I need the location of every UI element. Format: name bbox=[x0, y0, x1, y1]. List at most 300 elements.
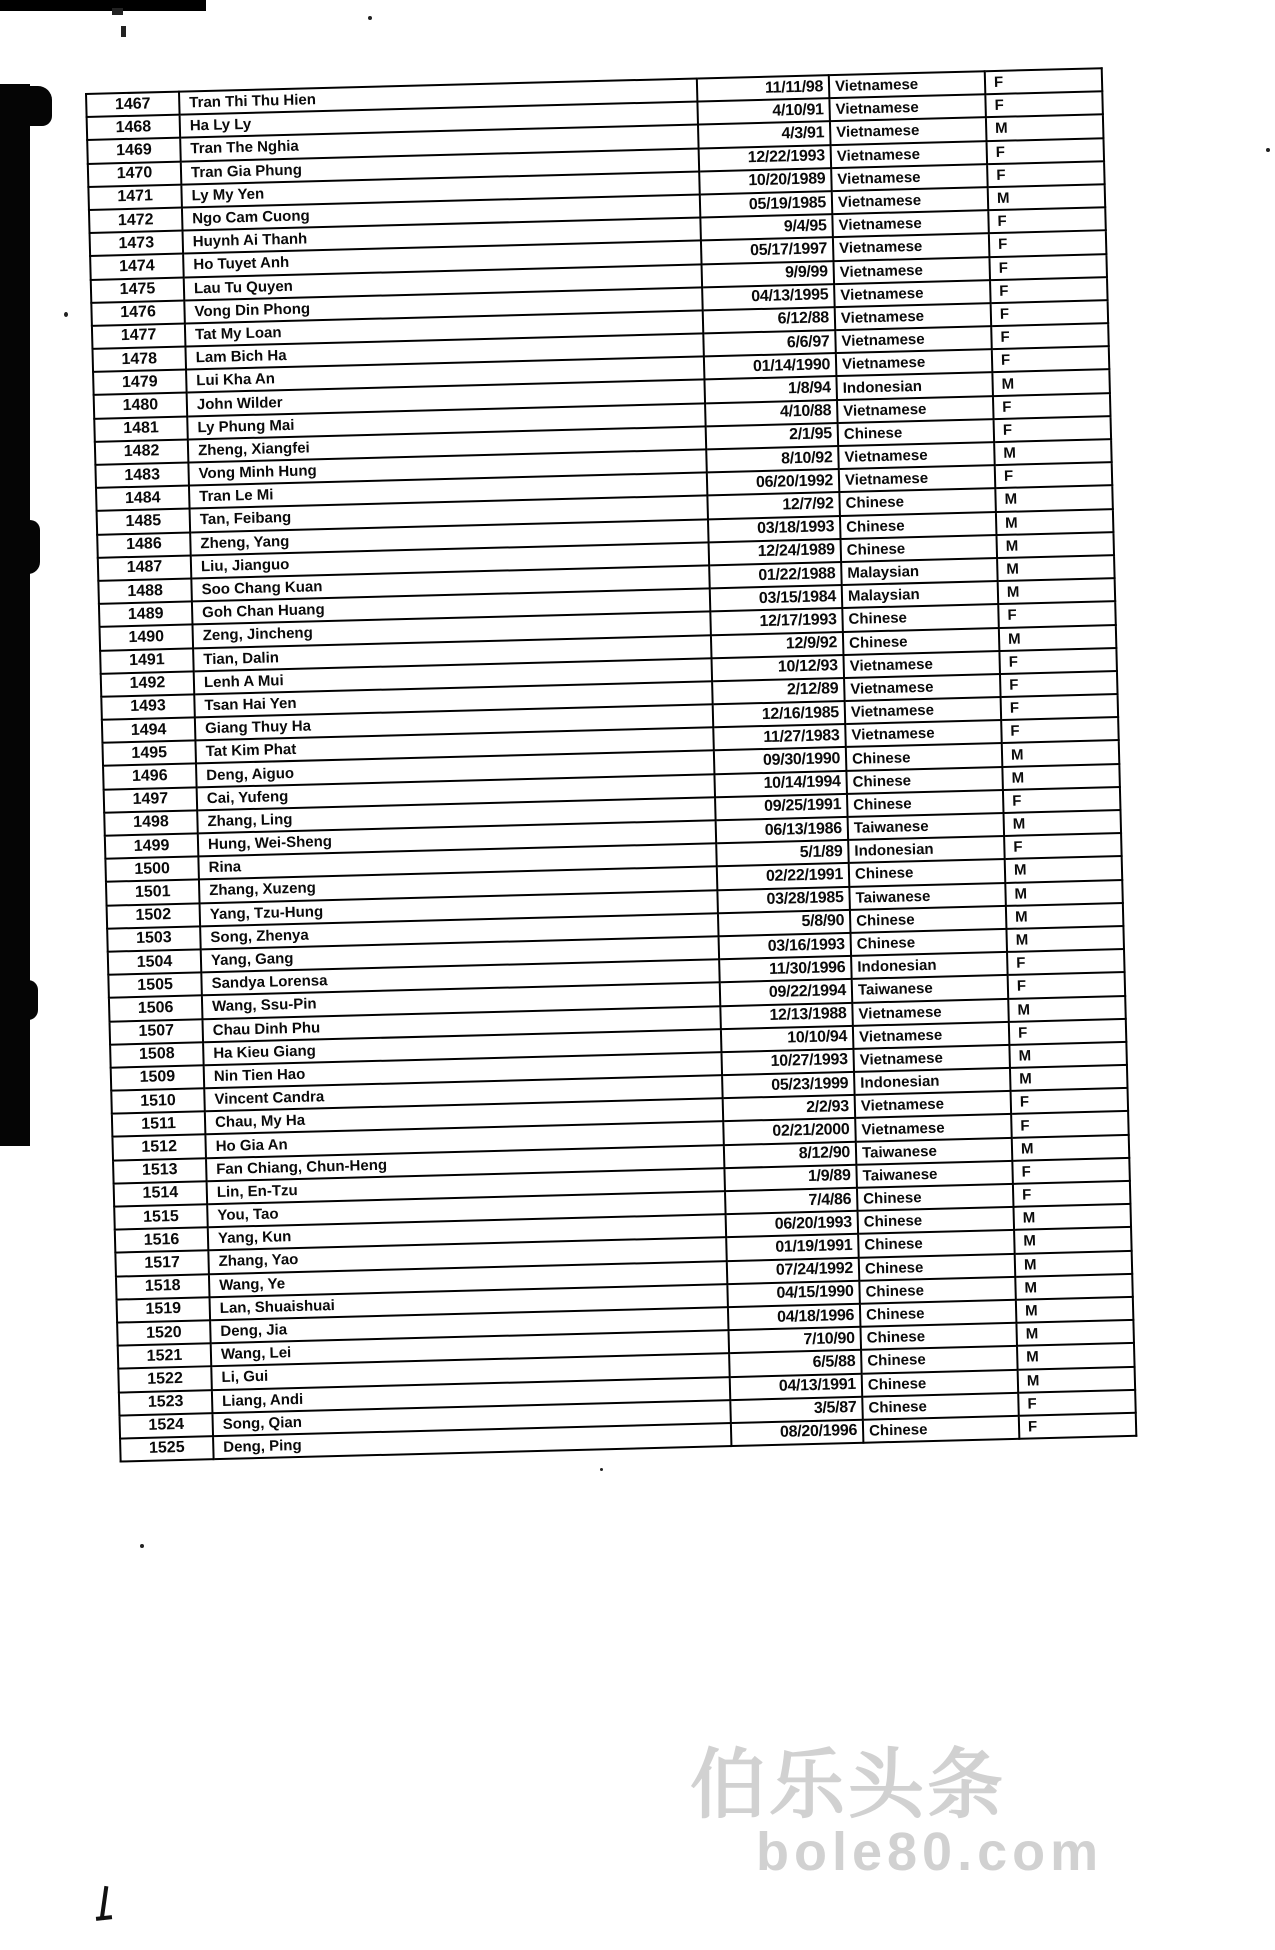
gender-cell: F bbox=[986, 138, 1104, 164]
dob-cell: 02/21/2000 bbox=[723, 1118, 856, 1145]
id-cell: 1518 bbox=[116, 1274, 210, 1300]
name-cell: Zhang, Ling bbox=[197, 797, 715, 833]
nationality-cell: Taiwanese bbox=[852, 975, 1009, 1002]
name-cell: Hung, Wei-Sheng bbox=[198, 820, 716, 856]
id-cell: 1499 bbox=[105, 833, 199, 859]
name-cell: Chau, My Ha bbox=[205, 1098, 723, 1134]
id-cell: 1496 bbox=[103, 764, 197, 790]
name-cell: Deng, Aiguo bbox=[196, 751, 714, 787]
dob-cell: 12/22/1993 bbox=[699, 145, 832, 172]
watermark bbox=[690, 1743, 1104, 1882]
nationality-cell: Chinese bbox=[843, 628, 1000, 655]
name-cell: Ha Ly Ly bbox=[180, 102, 698, 138]
name-cell: Lan, Shuaishuai bbox=[210, 1284, 728, 1320]
id-cell: 1484 bbox=[96, 486, 190, 512]
name-cell: John Wilder bbox=[187, 380, 705, 416]
nationality-cell: Vietnamese bbox=[832, 210, 989, 237]
nationality-cell: Vietnamese bbox=[838, 442, 995, 469]
nationality-cell: Chinese bbox=[857, 1184, 1014, 1211]
dob-cell: 11/11/98 bbox=[697, 75, 830, 102]
name-cell: Tat Kim Phat bbox=[195, 728, 713, 764]
dob-cell: 8/12/90 bbox=[724, 1141, 857, 1168]
name-cell: Ho Tuyet Anh bbox=[183, 241, 701, 277]
name-cell: Ly Phung Mai bbox=[187, 403, 705, 439]
gender-cell: F bbox=[989, 254, 1107, 280]
roster-body bbox=[86, 68, 1136, 1461]
nationality-cell: Chinese bbox=[842, 604, 999, 631]
id-cell: 1479 bbox=[93, 370, 187, 396]
nationality-cell: Vietnamese bbox=[844, 674, 1001, 701]
name-cell: Lam Bich Ha bbox=[185, 333, 703, 369]
dob-cell: 7/4/86 bbox=[725, 1188, 858, 1215]
scan-speck bbox=[121, 26, 126, 37]
dob-cell: 03/18/1993 bbox=[708, 516, 841, 543]
gender-cell: F bbox=[1003, 787, 1121, 813]
gender-cell: F bbox=[995, 462, 1113, 488]
id-cell: 1498 bbox=[104, 810, 198, 836]
name-cell: Zheng, Yang bbox=[190, 519, 708, 555]
gender-cell: F bbox=[988, 207, 1106, 233]
nationality-cell: Vietnamese bbox=[855, 1091, 1012, 1118]
dob-cell: 7/10/90 bbox=[729, 1327, 862, 1354]
name-cell: Tran The Nghia bbox=[180, 125, 698, 161]
dob-cell: 09/25/1991 bbox=[715, 794, 848, 821]
id-cell: 1507 bbox=[109, 1019, 203, 1045]
name-cell: Wang, Ssu-Pin bbox=[202, 983, 720, 1019]
id-cell: 1481 bbox=[94, 416, 188, 442]
nationality-cell: Chinese bbox=[839, 488, 996, 515]
name-cell: Deng, Ping bbox=[213, 1423, 731, 1459]
dob-cell: 07/24/1992 bbox=[727, 1257, 860, 1284]
nationality-cell: Chinese bbox=[840, 512, 997, 539]
name-cell: Huynh Ai Thanh bbox=[183, 218, 701, 254]
id-cell: 1494 bbox=[102, 717, 196, 743]
name-cell: Vincent Candra bbox=[204, 1075, 722, 1111]
gender-cell: F bbox=[1012, 1158, 1130, 1184]
dob-cell: 12/9/92 bbox=[711, 631, 844, 658]
gender-cell: M bbox=[1004, 810, 1122, 836]
dob-cell: 4/10/88 bbox=[705, 400, 838, 427]
dob-cell: 11/27/1983 bbox=[713, 724, 846, 751]
dob-cell: 1/9/89 bbox=[724, 1165, 857, 1192]
name-cell: Lau Tu Quyen bbox=[184, 264, 702, 300]
name-cell: Tran Gia Phung bbox=[181, 148, 699, 184]
dob-cell: 10/27/1993 bbox=[721, 1049, 854, 1076]
name-cell: Zhang, Xuzeng bbox=[199, 867, 717, 903]
dob-cell: 08/20/1996 bbox=[731, 1420, 864, 1447]
id-cell: 1487 bbox=[98, 555, 192, 581]
id-cell: 1472 bbox=[89, 208, 183, 234]
gender-cell: M bbox=[992, 370, 1110, 396]
name-cell: Ly My Yen bbox=[181, 171, 699, 207]
nationality-cell: Taiwanese bbox=[856, 1138, 1013, 1165]
scan-speck bbox=[600, 1468, 603, 1471]
gender-cell: F bbox=[991, 300, 1109, 326]
nationality-cell: Chinese bbox=[849, 859, 1006, 886]
gender-cell: F bbox=[1004, 833, 1122, 859]
scan-edge-blob bbox=[0, 520, 40, 574]
nationality-cell: Malaysian bbox=[841, 558, 998, 585]
gender-cell: F bbox=[1007, 949, 1125, 975]
dob-cell: 8/10/92 bbox=[706, 446, 839, 473]
nationality-cell: Vietnamese bbox=[830, 118, 987, 145]
name-cell: Ngo Cam Cuong bbox=[182, 194, 700, 230]
id-cell: 1519 bbox=[117, 1297, 211, 1323]
id-cell: 1511 bbox=[112, 1112, 206, 1138]
id-cell: 1477 bbox=[92, 323, 186, 349]
name-cell: Lenh A Mui bbox=[194, 658, 712, 694]
id-cell: 1475 bbox=[91, 277, 185, 303]
dob-cell: 12/17/1993 bbox=[710, 608, 843, 635]
dob-cell: 04/13/1991 bbox=[730, 1373, 863, 1400]
nationality-cell: Chinese bbox=[859, 1253, 1016, 1280]
id-cell: 1509 bbox=[111, 1065, 205, 1091]
id-cell: 1489 bbox=[99, 602, 193, 628]
gender-cell: F bbox=[1001, 694, 1119, 720]
gender-cell: M bbox=[995, 486, 1113, 512]
dob-cell: 05/17/1997 bbox=[701, 237, 834, 264]
gender-cell: F bbox=[1001, 717, 1119, 743]
name-cell: Sandya Lorensa bbox=[201, 959, 719, 995]
name-cell: Lin, En-Tzu bbox=[207, 1168, 725, 1204]
gender-cell: F bbox=[999, 648, 1117, 674]
dob-cell: 03/15/1984 bbox=[710, 585, 843, 612]
id-cell: 1500 bbox=[105, 857, 199, 883]
dob-cell: 05/23/1999 bbox=[722, 1072, 855, 1099]
name-cell: Tsan Hai Yen bbox=[194, 681, 712, 717]
name-cell: Vong Minh Hung bbox=[188, 449, 706, 485]
id-cell: 1512 bbox=[112, 1135, 206, 1161]
nationality-cell: Chinese bbox=[862, 1392, 1019, 1419]
id-cell: 1525 bbox=[120, 1436, 214, 1462]
gender-cell: M bbox=[1016, 1320, 1134, 1346]
name-cell: Tran Thi Thu Hien bbox=[179, 79, 697, 115]
gender-cell: M bbox=[1009, 1042, 1127, 1068]
id-cell: 1501 bbox=[106, 880, 200, 906]
id-cell: 1483 bbox=[95, 463, 189, 489]
nationality-cell: Taiwanese bbox=[848, 813, 1005, 840]
nationality-cell: Indonesian bbox=[848, 836, 1005, 863]
nationality-cell: Chinese bbox=[850, 906, 1007, 933]
nationality-cell: Vietnamese bbox=[829, 94, 986, 121]
name-cell: Fan Chiang, Chun-Heng bbox=[206, 1145, 724, 1181]
gender-cell: F bbox=[1000, 671, 1118, 697]
nationality-cell: Vietnamese bbox=[845, 720, 1002, 747]
dob-cell: 06/20/1993 bbox=[726, 1211, 859, 1238]
name-cell: Rina bbox=[198, 843, 716, 879]
gender-cell: M bbox=[1017, 1343, 1135, 1369]
dob-cell: 12/7/92 bbox=[707, 492, 840, 519]
name-cell: Zhang, Yao bbox=[208, 1238, 726, 1274]
id-cell: 1491 bbox=[100, 648, 194, 674]
id-cell: 1516 bbox=[115, 1227, 209, 1253]
scan-speck bbox=[368, 16, 372, 20]
dob-cell: 06/20/1992 bbox=[707, 469, 840, 496]
gender-cell: F bbox=[994, 416, 1112, 442]
dob-cell: 9/9/99 bbox=[702, 261, 835, 288]
dob-cell: 09/30/1990 bbox=[714, 747, 847, 774]
name-cell: Liu, Jianguo bbox=[191, 542, 709, 578]
dob-cell: 01/22/1988 bbox=[709, 562, 842, 589]
nationality-cell: Taiwanese bbox=[849, 883, 1006, 910]
nationality-cell: Indonesian bbox=[854, 1068, 1011, 1095]
watermark-url-text: bole80.com bbox=[756, 1822, 1104, 1882]
dob-cell: 2/12/89 bbox=[712, 678, 845, 705]
nationality-cell: Vietnamese bbox=[834, 280, 991, 307]
nationality-cell: Vietnamese bbox=[839, 465, 996, 492]
nationality-cell: Chinese bbox=[847, 790, 1004, 817]
dob-cell: 6/12/88 bbox=[703, 307, 836, 334]
nationality-cell: Chinese bbox=[863, 1416, 1020, 1443]
id-cell: 1515 bbox=[114, 1204, 208, 1230]
name-cell: Song, Zhenya bbox=[200, 913, 718, 949]
id-cell: 1504 bbox=[108, 949, 202, 975]
dob-cell: 09/22/1994 bbox=[720, 979, 853, 1006]
name-cell: Yang, Tzu-Hung bbox=[200, 890, 718, 926]
id-cell: 1522 bbox=[118, 1367, 212, 1393]
id-cell: 1470 bbox=[88, 161, 182, 187]
gender-cell: M bbox=[1002, 764, 1120, 790]
nationality-cell: Chinese bbox=[838, 419, 995, 446]
id-cell: 1469 bbox=[87, 138, 181, 164]
name-cell: Song, Qian bbox=[212, 1400, 730, 1436]
name-cell: Tat My Loan bbox=[185, 310, 703, 346]
gender-cell: F bbox=[998, 601, 1116, 627]
dob-cell: 3/5/87 bbox=[730, 1396, 863, 1423]
gender-cell: M bbox=[1006, 926, 1124, 952]
nationality-cell: Vietnamese bbox=[853, 1022, 1010, 1049]
gender-cell: M bbox=[1014, 1227, 1132, 1253]
id-cell: 1488 bbox=[98, 578, 192, 604]
id-cell: 1474 bbox=[90, 254, 184, 280]
name-cell: Deng, Jia bbox=[210, 1307, 728, 1343]
id-cell: 1523 bbox=[119, 1390, 213, 1416]
gender-cell: M bbox=[1018, 1366, 1136, 1392]
gender-cell: F bbox=[1018, 1390, 1136, 1416]
name-cell: Wang, Lei bbox=[211, 1330, 729, 1366]
gender-cell: F bbox=[991, 323, 1109, 349]
name-cell: Ha Kieu Giang bbox=[203, 1029, 721, 1065]
name-cell: Yang, Kun bbox=[208, 1214, 726, 1250]
nationality-cell: Chinese bbox=[858, 1207, 1015, 1234]
gender-cell: M bbox=[999, 625, 1117, 651]
dob-cell: 10/12/93 bbox=[711, 655, 844, 682]
scan-edge-blob bbox=[0, 980, 38, 1020]
nationality-cell: Vietnamese bbox=[845, 697, 1002, 724]
nationality-cell: Chinese bbox=[850, 929, 1007, 956]
dob-cell: 02/22/1991 bbox=[717, 863, 850, 890]
name-cell: Tan, Feibang bbox=[190, 496, 708, 532]
gender-cell: M bbox=[1005, 856, 1123, 882]
dob-cell: 11/30/1996 bbox=[719, 956, 852, 983]
dob-cell: 5/1/89 bbox=[716, 840, 849, 867]
gender-cell: F bbox=[990, 277, 1108, 303]
gender-cell: M bbox=[997, 555, 1115, 581]
gender-cell: F bbox=[985, 91, 1103, 117]
gender-cell: F bbox=[993, 393, 1111, 419]
id-cell: 1513 bbox=[113, 1158, 207, 1184]
scan-speck bbox=[1266, 148, 1270, 152]
dob-cell: 04/15/1990 bbox=[727, 1281, 860, 1308]
nationality-cell: Vietnamese bbox=[833, 233, 990, 260]
name-cell: Vong Din Phong bbox=[184, 287, 702, 323]
dob-cell: 03/16/1993 bbox=[719, 933, 852, 960]
dob-cell: 10/10/94 bbox=[721, 1026, 854, 1053]
watermark-brand-text: 伯乐头条 bbox=[690, 1743, 1006, 1828]
nationality-cell: Chinese bbox=[859, 1277, 1016, 1304]
id-cell: 1505 bbox=[108, 972, 202, 998]
gender-cell: M bbox=[1015, 1250, 1133, 1276]
name-cell: Li, Gui bbox=[211, 1353, 729, 1389]
dob-cell: 9/4/95 bbox=[700, 214, 833, 241]
nationality-cell: Vietnamese bbox=[837, 396, 994, 423]
nationality-cell: Vietnamese bbox=[832, 187, 989, 214]
pen-mark bbox=[96, 1915, 112, 1921]
name-cell: Liang, Andi bbox=[212, 1377, 730, 1413]
id-cell: 1497 bbox=[104, 787, 198, 813]
dob-cell: 6/5/88 bbox=[729, 1350, 862, 1377]
id-cell: 1506 bbox=[109, 996, 203, 1022]
nationality-cell: Indonesian bbox=[851, 952, 1008, 979]
name-cell: You, Tao bbox=[207, 1191, 725, 1227]
name-cell: Giang Thuy Ha bbox=[195, 704, 713, 740]
id-cell: 1468 bbox=[87, 115, 181, 141]
name-cell: Soo Chang Kuan bbox=[191, 565, 709, 601]
nationality-cell: Vietnamese bbox=[835, 303, 992, 330]
dob-cell: 1/8/94 bbox=[704, 377, 837, 404]
id-cell: 1473 bbox=[90, 231, 184, 257]
nationality-cell: Vietnamese bbox=[835, 326, 992, 353]
gender-cell: M bbox=[1010, 1065, 1128, 1091]
id-cell: 1476 bbox=[91, 300, 185, 326]
nationality-cell: Indonesian bbox=[836, 373, 993, 400]
nationality-cell: Vietnamese bbox=[843, 651, 1000, 678]
dob-cell: 4/10/91 bbox=[697, 98, 830, 125]
name-cell: Wang, Ye bbox=[209, 1261, 727, 1297]
nationality-cell: Taiwanese bbox=[856, 1161, 1013, 1188]
id-cell: 1492 bbox=[101, 671, 195, 697]
id-cell: 1521 bbox=[118, 1343, 212, 1369]
dob-cell: 05/19/1985 bbox=[700, 191, 833, 218]
nationality-cell: Chinese bbox=[860, 1300, 1017, 1327]
nationality-cell: Vietnamese bbox=[831, 141, 988, 168]
roster-table-wrapper bbox=[85, 67, 1137, 1462]
id-cell: 1467 bbox=[86, 92, 180, 118]
dob-cell: 04/18/1996 bbox=[728, 1304, 861, 1331]
nationality-cell: Malaysian bbox=[842, 581, 999, 608]
id-cell: 1517 bbox=[115, 1251, 209, 1277]
gender-cell: F bbox=[1008, 972, 1126, 998]
scan-speck bbox=[64, 312, 68, 317]
gender-cell: M bbox=[1005, 880, 1123, 906]
gender-cell: F bbox=[989, 231, 1107, 257]
nationality-cell: Chinese bbox=[846, 743, 1003, 770]
nationality-cell: Chinese bbox=[841, 535, 998, 562]
nationality-cell: Vietnamese bbox=[855, 1114, 1012, 1141]
gender-cell: F bbox=[987, 161, 1105, 187]
id-cell: 1514 bbox=[114, 1181, 208, 1207]
gender-cell: F bbox=[992, 346, 1110, 372]
id-cell: 1520 bbox=[117, 1320, 211, 1346]
dob-cell: 6/6/97 bbox=[703, 330, 836, 357]
id-cell: 1486 bbox=[97, 532, 191, 558]
nationality-cell: Chinese bbox=[861, 1346, 1018, 1373]
name-cell: Zeng, Jincheng bbox=[192, 612, 710, 648]
name-cell: Goh Chan Huang bbox=[192, 588, 710, 624]
dob-cell: 10/14/1994 bbox=[714, 771, 847, 798]
gender-cell: M bbox=[988, 184, 1106, 210]
gender-cell: F bbox=[1019, 1413, 1137, 1439]
dob-cell: 12/24/1989 bbox=[709, 539, 842, 566]
gender-cell: M bbox=[1012, 1135, 1130, 1161]
scan-speck bbox=[112, 8, 123, 15]
gender-cell: F bbox=[1011, 1111, 1129, 1137]
dob-cell: 2/2/93 bbox=[723, 1095, 856, 1122]
gender-cell: M bbox=[986, 115, 1104, 141]
dob-cell: 10/20/1989 bbox=[699, 168, 832, 195]
nationality-cell: Vietnamese bbox=[836, 349, 993, 376]
name-cell: Chau Dinh Phu bbox=[202, 1006, 720, 1042]
roster-table bbox=[85, 67, 1137, 1462]
gender-cell: M bbox=[996, 509, 1114, 535]
nationality-cell: Chinese bbox=[862, 1369, 1019, 1396]
id-cell: 1482 bbox=[95, 439, 189, 465]
dob-cell: 5/8/90 bbox=[718, 910, 851, 937]
dob-cell: 12/13/1988 bbox=[720, 1002, 853, 1029]
name-cell: Nin Tien Hao bbox=[204, 1052, 722, 1088]
gender-cell: M bbox=[1008, 995, 1126, 1021]
id-cell: 1510 bbox=[111, 1088, 205, 1114]
id-cell: 1502 bbox=[107, 903, 201, 929]
name-cell: Zheng, Xiangfei bbox=[188, 426, 706, 462]
nationality-cell: Vietnamese bbox=[833, 257, 990, 284]
dob-cell: 03/28/1985 bbox=[717, 886, 850, 913]
dob-cell: 04/13/1995 bbox=[702, 284, 835, 311]
name-cell: Yang, Gang bbox=[201, 936, 719, 972]
gender-cell: M bbox=[1002, 740, 1120, 766]
dob-cell: 4/3/91 bbox=[698, 122, 831, 149]
id-cell: 1478 bbox=[92, 347, 186, 373]
gender-cell: M bbox=[996, 532, 1114, 558]
dob-cell: 2/1/95 bbox=[706, 423, 839, 450]
id-cell: 1485 bbox=[97, 509, 191, 535]
gender-cell: M bbox=[1015, 1274, 1133, 1300]
id-cell: 1490 bbox=[100, 625, 194, 651]
id-cell: 1503 bbox=[107, 926, 201, 952]
scan-edge-blob bbox=[0, 86, 52, 126]
dob-cell: 12/16/1985 bbox=[713, 701, 846, 728]
nationality-cell: Vietnamese bbox=[853, 1045, 1010, 1072]
dob-cell: 01/19/1991 bbox=[726, 1234, 859, 1261]
gender-cell: F bbox=[1011, 1088, 1129, 1114]
scan-speck bbox=[140, 1544, 144, 1548]
gender-cell: M bbox=[1013, 1204, 1131, 1230]
gender-cell: M bbox=[994, 439, 1112, 465]
name-cell: Lui Kha An bbox=[186, 357, 704, 393]
name-cell: Tran Le Mi bbox=[189, 473, 707, 509]
nationality-cell: Vietnamese bbox=[831, 164, 988, 191]
id-cell: 1493 bbox=[101, 694, 195, 720]
id-cell: 1495 bbox=[102, 741, 196, 767]
nationality-cell: Chinese bbox=[860, 1323, 1017, 1350]
gender-cell: M bbox=[1016, 1297, 1134, 1323]
name-cell: Cai, Yufeng bbox=[197, 774, 715, 810]
nationality-cell: Vietnamese bbox=[852, 998, 1009, 1025]
name-cell: Ho Gia An bbox=[205, 1122, 723, 1158]
id-cell: 1508 bbox=[110, 1042, 204, 1068]
id-cell: 1524 bbox=[119, 1413, 213, 1439]
gender-cell: M bbox=[998, 578, 1116, 604]
